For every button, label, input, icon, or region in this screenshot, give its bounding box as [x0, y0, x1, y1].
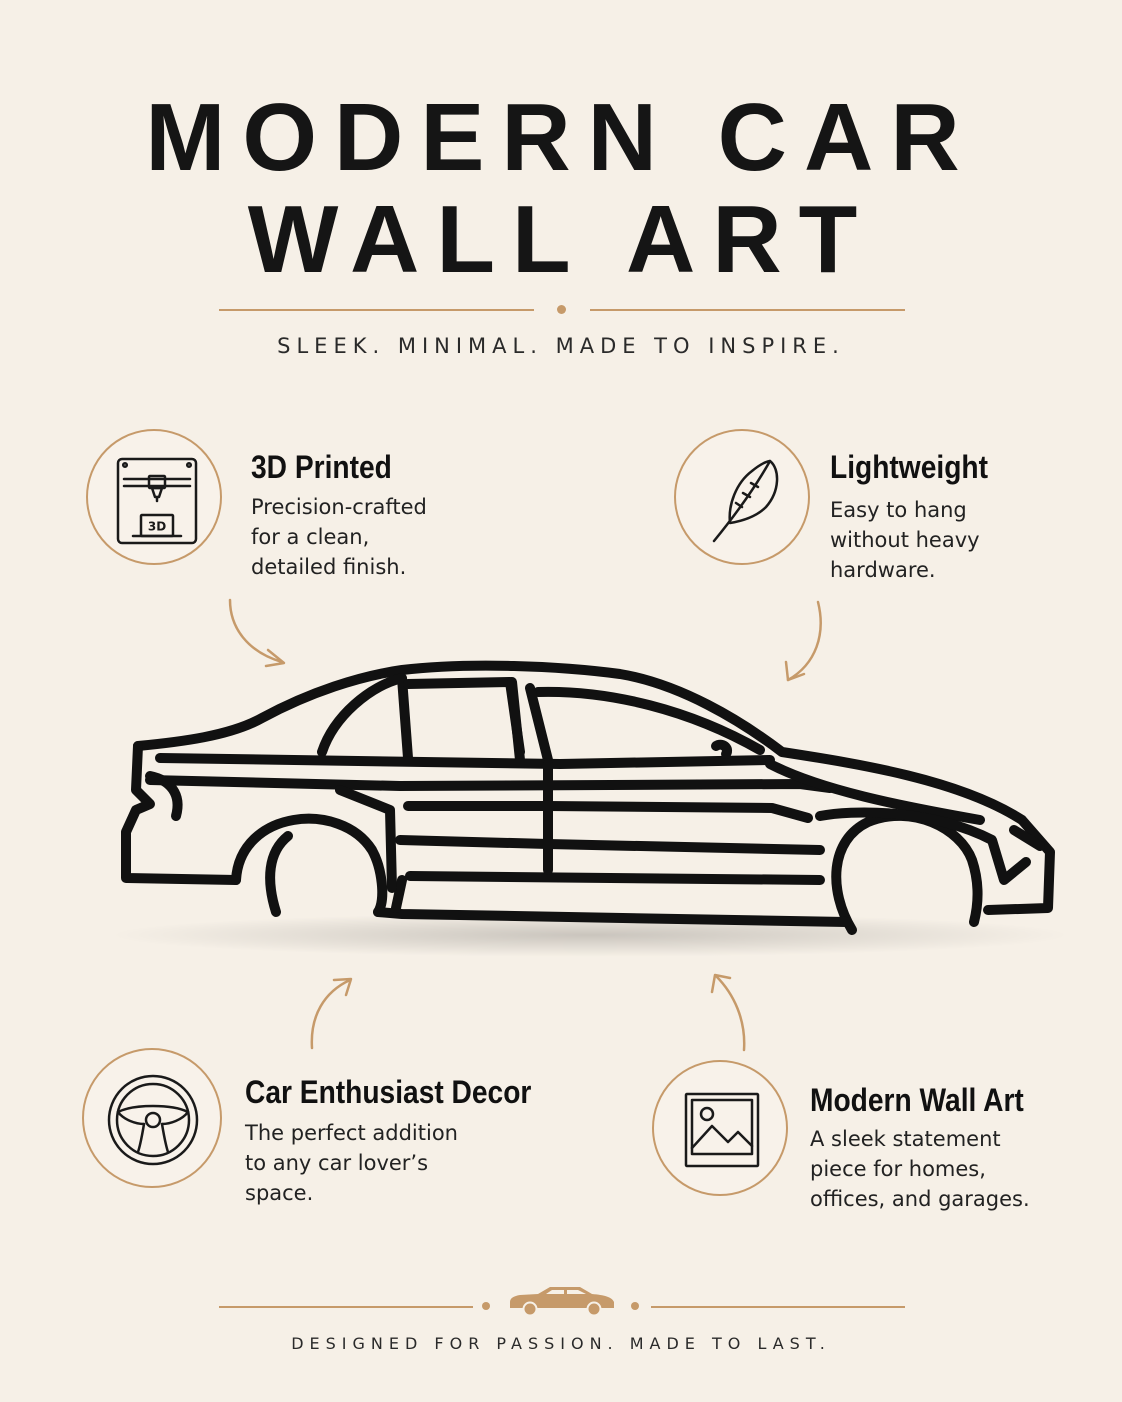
feature-icon	[676, 431, 812, 567]
arrow-to-car-top-right	[778, 598, 828, 686]
page-title-line-1: MODERN CAR	[145, 84, 977, 191]
header-divider-left	[219, 309, 534, 311]
feature-3d-printed-badge	[86, 429, 222, 565]
feature-modern-wall-art-badge	[652, 1060, 788, 1196]
feature-car-enthusiast-badge	[82, 1048, 222, 1188]
header-divider-dot	[557, 305, 566, 314]
steering-wheel-icon	[84, 1050, 224, 1190]
feature-lightweight-badge	[674, 429, 810, 565]
footer-dot-left	[482, 1302, 490, 1310]
3d-printer-icon	[88, 431, 224, 567]
feature-title-3d-printed: 3D Printed	[251, 449, 392, 485]
footer-divider-right	[651, 1306, 905, 1308]
feature-desc-car-enthusiast: The perfect addition to any car lover’s space.	[245, 1121, 458, 1205]
header-divider-right	[590, 309, 905, 311]
feature-desc-lightweight: Easy to hang without heavy hardware.	[830, 498, 980, 582]
feature-title-car-enthusiast: Car Enthusiast Decor	[245, 1074, 532, 1110]
feature-title-modern-wall-art: Modern Wall Art	[810, 1082, 1024, 1118]
page-title-line-2: WALL ART	[247, 186, 875, 293]
feature-title-lightweight: Lightweight	[830, 449, 988, 485]
tagline: SLEEK. MINIMAL. MADE TO INSPIRE.	[277, 334, 845, 358]
footer-slogan: DESIGNED FOR PASSION. MADE TO LAST.	[291, 1334, 831, 1353]
footer-divider-left	[219, 1306, 473, 1308]
picture-frame-icon	[654, 1062, 790, 1198]
small-car-icon	[504, 1284, 618, 1320]
3d-badge-label: 3D	[147, 519, 167, 534]
footer-dot-right	[631, 1302, 639, 1310]
feature-desc-3d-printed: Precision-crafted for a clean, detailed finish.	[251, 495, 427, 579]
car-silhouette	[0, 640, 1122, 970]
arrow-to-car-bottom-left	[300, 972, 360, 1056]
arrow-to-car-top-left	[224, 596, 294, 668]
arrow-to-car-bottom-right	[700, 966, 756, 1056]
feature-desc-modern-wall-art: A sleek statement piece for homes, offices, and garages.	[810, 1127, 1030, 1211]
